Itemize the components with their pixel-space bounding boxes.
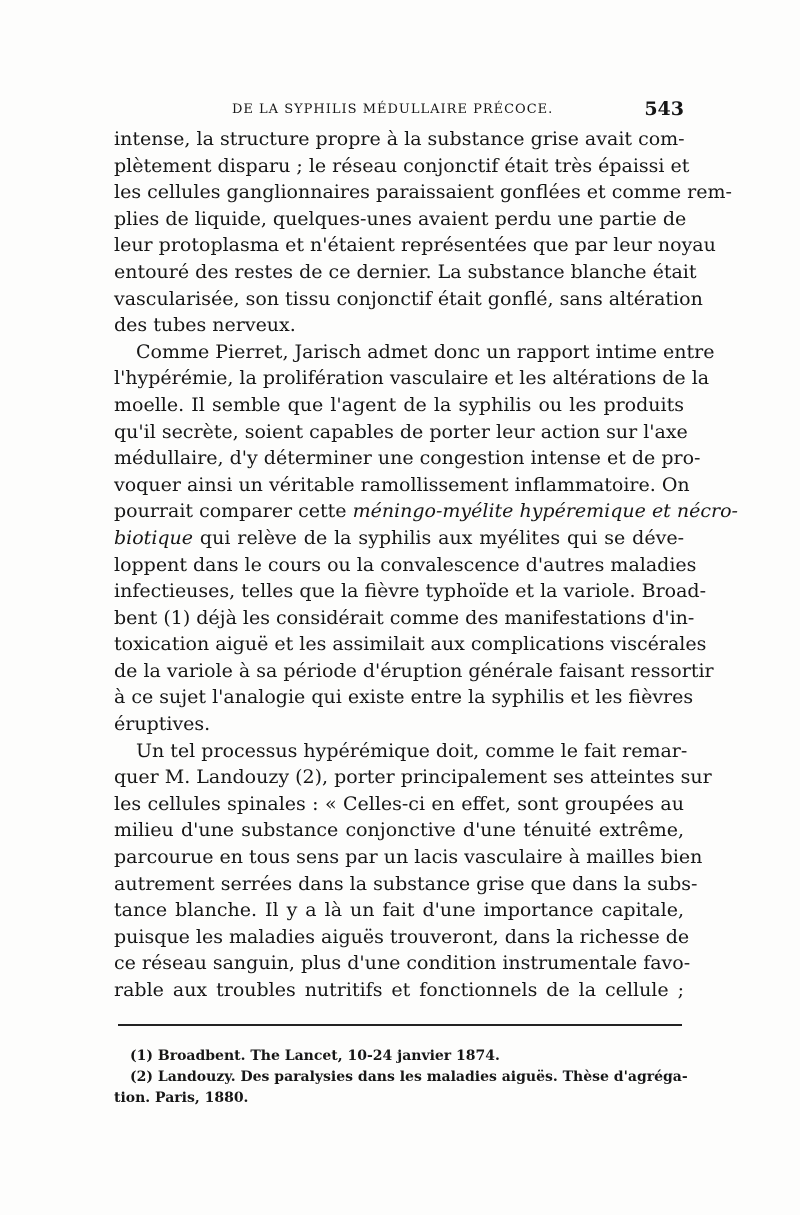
- text-line: autrement serrées dans la substance grise que dans la subs-: [114, 872, 698, 895]
- text-line: les cellules spinales : « Celles-ci en effet, sont groupées au: [114, 792, 684, 815]
- text-line: toxication aiguë et les assimilait aux complications viscérales: [114, 633, 707, 656]
- text-line: milieu d'une substance conjonctive d'une ténuité extrême,: [114, 819, 684, 842]
- running-title: DE LA SYPHILIS MÉDULLAIRE PRÉCOCE.: [232, 102, 554, 117]
- text-line: leur protoplasma et n'étaient représentées que par leur noyau: [114, 234, 716, 257]
- page-number: 543: [644, 98, 684, 120]
- text-line: éruptives.: [114, 713, 211, 736]
- text-line: voquer ainsi un véritable ramollissement inflammatoire. On: [114, 473, 690, 496]
- text-line: les cellules ganglionnaires paraissaient gonflées et comme rem-: [114, 181, 732, 204]
- text-line: parcourue en tous sens par un lacis vasculaire à mailles bien: [114, 846, 703, 869]
- text-line: plies de liquide, quelques-unes avaient perdu une partie de: [114, 207, 687, 230]
- text-line: Un tel processus hypérémique doit, comme le fait remar-: [136, 739, 688, 762]
- text-line: puisque les maladies aiguës trouveront, dans la richesse de: [114, 925, 690, 948]
- text-line: vascularisée, son tissu conjonctif était gonflé, sans altération: [114, 287, 703, 310]
- text-run: qui relève de la syphilis aux myélites qui se déve-: [193, 526, 684, 549]
- footnote-rule: [118, 1024, 682, 1026]
- italic-run: biotique: [114, 526, 194, 549]
- text-line: à ce sujet l'analogie qui existe entre la syphilis et les fièvres: [114, 686, 694, 709]
- footnotes: [114, 1046, 688, 1109]
- text-line: ce réseau sanguin, plus d'une condition instrumentale favo-: [114, 952, 691, 975]
- text-line: moelle. Il semble que l'agent de la syphilis ou les produits: [114, 393, 684, 416]
- body-text: [114, 126, 738, 1004]
- text-line: l'hypérémie, la prolifération vasculaire et les altérations de la: [114, 367, 710, 390]
- text-line: [114, 498, 738, 525]
- italic-run: méningo-myélite hypéremique et nécro-: [352, 500, 738, 523]
- text-line: de la variole à sa période d'éruption générale faisant ressortir: [114, 659, 714, 682]
- text-line: des tubes nerveux.: [114, 314, 296, 337]
- text-line: rable aux troubles nutritifs et fonctionnels de la cellule ;: [114, 979, 684, 1001]
- footnote-1: (1) Broadbent. The Lancet, 10-24 janvier 1874.: [130, 1048, 500, 1064]
- text-line: [114, 525, 684, 552]
- text-run: pourrait comparer cette: [114, 500, 353, 523]
- text-line: plètement disparu ; le réseau conjonctif était très épaissi et: [114, 154, 690, 177]
- text-line: bent (1) déjà les considérait comme des manifestations d'in-: [114, 606, 695, 629]
- text-line: tance blanche. Il y a là un fait d'une importance capitale,: [114, 899, 684, 922]
- footnote-2: (2) Landouzy. Des paralysies dans les maladies aiguës. Thèse d'agréga-: [130, 1069, 688, 1085]
- text-line: intense, la structure propre à la substance grise avait com-: [114, 128, 685, 150]
- footnote-2-continued: tion. Paris, 1880.: [114, 1090, 249, 1106]
- text-line: qu'il secrète, soient capables de porter leur action sur l'axe: [114, 420, 688, 443]
- text-line: infectieuses, telles que la fièvre typhoïde et la variole. Broad-: [114, 580, 707, 603]
- running-head: [114, 98, 684, 122]
- text-line: médullaire, d'y déterminer une congestion intense et de pro-: [114, 447, 701, 470]
- text-line: quer M. Landouzy (2), porter principalement ses atteintes sur: [114, 766, 712, 789]
- text-line: Comme Pierret, Jarisch admet donc un rapport intime entre: [136, 340, 715, 363]
- text-line: entouré des restes de ce dernier. La substance blanche était: [114, 260, 697, 283]
- text-line: loppent dans le cours ou la convalescence d'autres maladies: [114, 553, 697, 576]
